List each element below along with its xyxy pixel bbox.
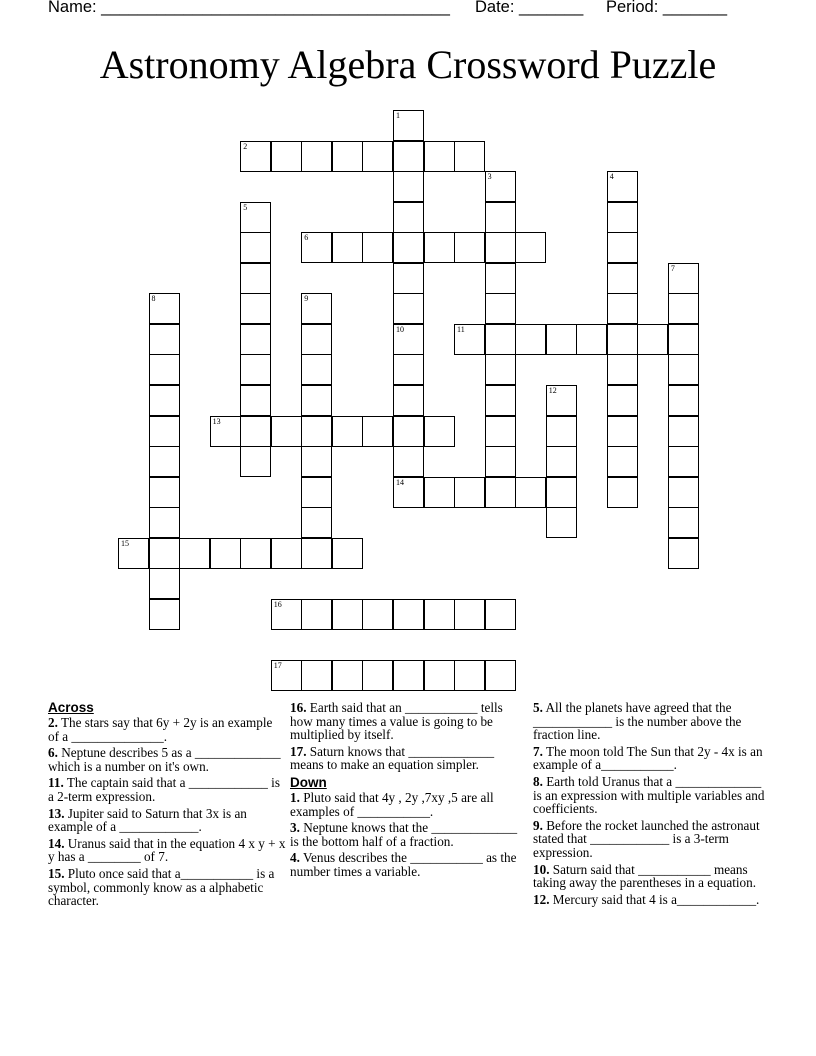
crossword-cell[interactable] (393, 263, 424, 294)
crossword-cell[interactable] (301, 293, 332, 324)
crossword-cell[interactable] (454, 660, 485, 691)
crossword-cell[interactable] (637, 324, 668, 355)
crossword-cell[interactable] (668, 385, 699, 416)
crossword-cell[interactable] (149, 293, 180, 324)
crossword-cell[interactable] (332, 599, 363, 630)
period-field[interactable]: Period: _______ (606, 0, 728, 16)
crossword-cell[interactable] (240, 232, 271, 263)
clue-number-label: 6. (48, 745, 58, 761)
clue-text: Venus describes the ___________ as the number times a variable. (290, 850, 517, 879)
crossword-cell[interactable] (149, 507, 180, 538)
crossword-cell[interactable] (668, 477, 699, 508)
crossword-cell[interactable] (607, 232, 638, 263)
crossword-cell[interactable] (515, 324, 546, 355)
name-field[interactable]: Name: ______________________________________ (48, 0, 450, 16)
crossword-cell[interactable] (301, 354, 332, 385)
crossword-cell[interactable] (485, 477, 516, 508)
crossword-cell[interactable] (393, 385, 424, 416)
clue-number: 16 (273, 599, 282, 609)
crossword-cell[interactable] (149, 599, 180, 630)
crossword-cell[interactable] (271, 538, 302, 569)
clue-text: Pluto once said that a___________ is a symbol, commonly know as a alphabetic character. (48, 865, 275, 909)
crossword-cell[interactable] (607, 477, 638, 508)
crossword-cell[interactable] (485, 385, 516, 416)
clue-number-label: 12. (533, 891, 550, 907)
clue-item (48, 746, 286, 773)
crossword-cell[interactable] (668, 446, 699, 477)
crossword-cell[interactable] (485, 354, 516, 385)
clue-text: Saturn knows that _____________ means to make an equation simpler. (290, 743, 495, 773)
clue-number-label: 5. (533, 700, 543, 715)
crossword-cell[interactable] (149, 416, 180, 447)
clue-number-label: 2. (48, 715, 58, 730)
crossword-cell[interactable] (271, 599, 302, 630)
crossword-cell[interactable] (424, 477, 455, 508)
clue-text: All the planets have agreed that the ____________ is the number above the fraction line. (533, 700, 742, 743)
crossword-cell[interactable] (393, 324, 424, 355)
clue-text: Neptune knows that the _____________ is the bottom half of a fraction. (290, 820, 518, 849)
crossword-cell[interactable] (149, 568, 180, 599)
clue-text: Before the rocket launched the astronaut stated that ____________ is a 3-term expression. (533, 817, 760, 860)
crossword-cell[interactable] (485, 232, 516, 263)
crossword-cell[interactable] (393, 232, 424, 263)
crossword-cell[interactable] (668, 354, 699, 385)
crossword-cell[interactable] (301, 538, 332, 569)
clue-number: 2 (243, 141, 248, 151)
clue-number: 15 (121, 538, 129, 548)
crossword-cell[interactable] (149, 385, 180, 416)
clue-item (533, 775, 771, 816)
crossword-cell[interactable] (393, 171, 424, 202)
crossword-cell[interactable] (454, 477, 485, 508)
crossword-cell[interactable] (240, 385, 271, 416)
clue-number: 6 (304, 233, 309, 243)
clue-item (48, 807, 286, 834)
crossword-cell[interactable] (301, 507, 332, 538)
crossword-cell[interactable] (240, 202, 271, 233)
crossword-cell[interactable] (149, 538, 180, 569)
crossword-cell[interactable] (485, 324, 516, 355)
crossword-cell[interactable] (424, 599, 455, 630)
crossword-cell[interactable] (149, 446, 180, 477)
crossword-cell[interactable] (424, 416, 455, 447)
crossword-cell[interactable] (454, 599, 485, 630)
clue-item (290, 791, 528, 818)
clue-text: The stars say that 6y + 2y is an example of a ______________. (48, 715, 273, 744)
crossword-cell[interactable] (301, 660, 332, 691)
crossword-cell[interactable] (362, 416, 393, 447)
clue-number-label: 10. (533, 861, 550, 877)
clue-text: Neptune describes 5 as a _____________ which is a number on it's own. (48, 745, 281, 774)
crossword-cell[interactable] (393, 141, 424, 172)
clues-column-1 (48, 700, 286, 911)
clue-text: The captain said that a ____________ is a 2-term expression. (48, 775, 280, 804)
crossword-cell[interactable] (301, 477, 332, 508)
clue-number-label: 14. (48, 835, 65, 851)
clue-item (533, 701, 771, 742)
clue-text: Mercury said that 4 is a____________. (549, 891, 760, 907)
crossword-cell[interactable] (607, 293, 638, 324)
crossword-cell[interactable] (271, 416, 302, 447)
clue-item (290, 701, 528, 742)
crossword-cell[interactable] (546, 477, 577, 508)
clue-item (533, 745, 771, 772)
crossword-cell[interactable] (668, 263, 699, 294)
clue-number: 5 (243, 202, 248, 212)
crossword-cell[interactable] (668, 293, 699, 324)
crossword-cell[interactable] (332, 141, 363, 172)
crossword-cell[interactable] (210, 416, 241, 447)
clue-item (48, 837, 286, 864)
clue-number: 3 (487, 172, 492, 182)
clue-number: 11 (457, 324, 465, 334)
crossword-cell[interactable] (362, 141, 393, 172)
crossword-cell[interactable] (607, 171, 638, 202)
crossword-cell[interactable] (424, 660, 455, 691)
crossword-cell[interactable] (393, 660, 424, 691)
clue-text: Uranus said that in the equation 4 x y + x y has a ________ of 7. (48, 835, 286, 865)
clue-text: Earth said that an ___________ tells how many times a value is going to be multiplied by itself. (290, 700, 503, 743)
clue-number-label: 3. (290, 820, 300, 836)
crossword-cell[interactable] (607, 354, 638, 385)
crossword-cell[interactable] (240, 324, 271, 355)
crossword-cell[interactable] (332, 660, 363, 691)
clue-text: The moon told The Sun that 2y - 4x is an example of a___________. (533, 743, 763, 773)
crossword-cell[interactable] (240, 446, 271, 477)
crossword-cell[interactable] (546, 385, 577, 416)
crossword-cell[interactable] (607, 446, 638, 477)
crossword-cell[interactable] (240, 293, 271, 324)
crossword-cell[interactable] (149, 354, 180, 385)
crossword-cell[interactable] (240, 354, 271, 385)
crossword-cell[interactable] (668, 324, 699, 355)
crossword-cell[interactable] (301, 141, 332, 172)
clue-number-label: 15. (48, 865, 65, 881)
crossword-cell[interactable] (668, 538, 699, 569)
crossword-cell[interactable] (240, 141, 271, 172)
crossword-cell[interactable] (240, 263, 271, 294)
crossword-cell[interactable] (393, 599, 424, 630)
clue-text: Earth told Uranus that a _____________ is an expression with multiple variables and coefficients. (533, 773, 765, 817)
crossword-cell[interactable] (393, 416, 424, 447)
crossword-cell[interactable] (301, 416, 332, 447)
clue-number: 8 (151, 294, 156, 304)
crossword-cell[interactable] (301, 385, 332, 416)
clue-item (290, 851, 528, 878)
crossword-cell[interactable] (607, 324, 638, 355)
crossword-cell[interactable] (271, 141, 302, 172)
across-heading: Across (48, 700, 94, 715)
crossword-cell[interactable] (607, 202, 638, 233)
crossword-cell[interactable] (485, 202, 516, 233)
clue-number-label: 1. (290, 789, 300, 805)
crossword-cell[interactable] (485, 263, 516, 294)
clue-number: 10 (395, 324, 404, 334)
clue-item (48, 716, 286, 743)
page-title: Astronomy Algebra Crossword Puzzle (99, 42, 717, 87)
clue-number-label: 9. (533, 817, 543, 833)
clue-number: 1 (395, 111, 400, 120)
crossword-cell[interactable] (485, 293, 516, 324)
crossword-cell[interactable] (149, 324, 180, 355)
crossword-cell[interactable] (240, 416, 271, 447)
clue-item (533, 893, 771, 907)
clue-number: 13 (212, 416, 221, 426)
clue-number: 17 (273, 660, 282, 670)
clue-number-label: 8. (533, 773, 543, 789)
clue-text: Pluto said that 4y , 2y ,7xy ,5 are all examples of ___________. (290, 789, 494, 819)
down-heading: Down (290, 774, 327, 790)
crossword-cell[interactable] (454, 141, 485, 172)
clue-number: 14 (395, 477, 404, 487)
crossword-cell[interactable] (424, 141, 455, 172)
crossword-cell[interactable] (424, 232, 455, 263)
crossword-cell[interactable] (515, 232, 546, 263)
crossword-cell[interactable] (301, 599, 332, 630)
clue-item (533, 819, 771, 860)
clue-number: 9 (304, 294, 309, 304)
crossword-cell[interactable] (393, 293, 424, 324)
crossword-cell[interactable] (362, 599, 393, 630)
crossword-cell[interactable] (301, 324, 332, 355)
crossword-cell[interactable] (393, 446, 424, 477)
clue-number-label: 17. (290, 743, 307, 759)
crossword-cell[interactable] (301, 446, 332, 477)
crossword-cell[interactable] (454, 324, 485, 355)
clue-number: 7 (670, 263, 675, 273)
clue-number-label: 4. (290, 850, 300, 866)
crossword-cell[interactable] (240, 538, 271, 569)
crossword-cell[interactable] (118, 538, 149, 569)
crossword-cell[interactable] (179, 538, 210, 569)
clue-text: Jupiter said to Saturn that 3x is an example of a ____________. (48, 805, 247, 835)
clue-number-label: 13. (48, 805, 65, 821)
crossword-cell[interactable] (607, 416, 638, 447)
clue-text: Saturn said that ___________ means taking away the parentheses in a equation. (533, 861, 757, 891)
clue-item (48, 776, 286, 803)
crossword-cell[interactable] (515, 477, 546, 508)
crossword-cell[interactable] (485, 416, 516, 447)
clue-item (533, 863, 771, 890)
crossword-cell[interactable] (393, 202, 424, 233)
crossword-cell[interactable] (546, 324, 577, 355)
crossword-cell[interactable] (393, 110, 424, 141)
crossword-cell[interactable] (485, 171, 516, 202)
crossword-cell[interactable] (485, 599, 516, 630)
crossword-cell[interactable] (332, 538, 363, 569)
crossword-cell[interactable] (576, 324, 607, 355)
crossword-cell[interactable] (485, 446, 516, 477)
crossword-cell[interactable] (362, 660, 393, 691)
crossword-cell[interactable] (362, 232, 393, 263)
crossword-cell[interactable] (271, 660, 302, 691)
crossword-cell[interactable] (332, 416, 363, 447)
crossword-cell[interactable] (607, 263, 638, 294)
crossword-cell[interactable] (149, 477, 180, 508)
crossword-cell[interactable] (668, 507, 699, 538)
crossword-cell[interactable] (332, 232, 363, 263)
crossword-cell[interactable] (668, 416, 699, 447)
crossword-cell[interactable] (607, 385, 638, 416)
crossword-cell[interactable] (546, 416, 577, 447)
clue-item (290, 821, 528, 848)
clue-number-label: 11. (48, 775, 64, 791)
clues-column-3 (533, 700, 771, 909)
date-field[interactable]: Date: _______ (475, 0, 584, 16)
crossword-cell[interactable] (454, 232, 485, 263)
clue-number-label: 16. (290, 700, 307, 715)
crossword-cell[interactable] (393, 354, 424, 385)
crossword-cell[interactable] (485, 660, 516, 691)
clue-number: 12 (548, 385, 557, 395)
clue-item (48, 867, 286, 908)
clues-column-2 (290, 700, 528, 882)
crossword-cell[interactable] (210, 538, 241, 569)
crossword-cell[interactable] (546, 446, 577, 477)
clue-number-label: 7. (533, 743, 543, 759)
crossword-cell[interactable] (301, 232, 332, 263)
crossword-cell[interactable] (546, 507, 577, 538)
clue-item (290, 745, 528, 772)
clue-number: 4 (609, 172, 614, 182)
crossword-cell[interactable] (393, 477, 424, 508)
